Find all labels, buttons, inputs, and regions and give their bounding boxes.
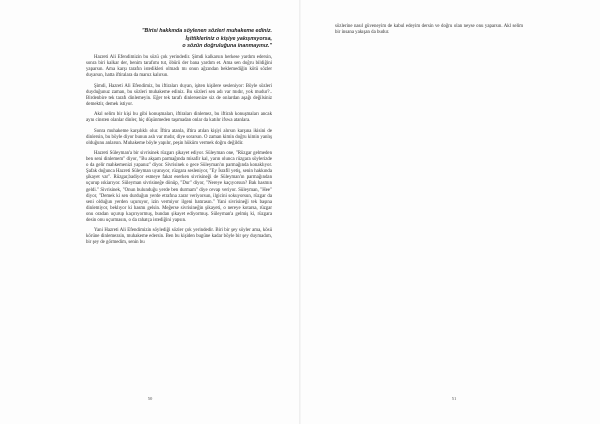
epigraph-line: o sözün doğruluğuna inanmayınız." (182, 43, 272, 50)
paragraph: Hazreti Süleyman'a bir sivrisinek rüzgarı şikayet ediyor. Süleyman one, "Rüzgar gelmeden ben seni dinlemem" diyor, "Bu akşam parmağında misafir kal, yarın olunca rüzgara söylerizde o da gelir mahkemenizi yapanız" diyor. Sivrisinek o gece Süleyman'ın parmağında konaklıyor. Şafak doğunca Hazreti Süleyman uyanıyor, rüzgara sesleniyor, "Ey İsrafil yetiş, senin hakkında şikayet var". Rüzgar,badiyor esmeye fakat eserken sivrisineği de Süleyman'ın parmağından uçurup ıskiarıyor. Süleyman sivrisineğe dönüp, "Dur" diyor, "Nereye kaçıyorsun? Bak hasmın geldi." Sivrisinek, "Onun bulunduğu yerde ben durmam" diye cevap veriyor. Süleyman, "Hee" diyor, "Demek ki sen durduğun yerde etrafına zarar veriyorsun, ilgicini sokuyorsun, rüzgar da seni olduğun yerden uçuruyor, izin vermiyor ilgeni batırasın." Yani sivrisineği tek başına dinlemiyor, beklıyor ki hasmı gelsin. Meğerse sivrisineğin şikayeti, o nereye kotarsa, rüzgar onu oradan uçurup kaçırıyormuş, bundan şikayet ediyormuş. Süleyman'a gelmiş ki, rüzgara desin onu uçurmasın, o da rahatça istediğini yapsın. (86, 150, 272, 223)
paragraph: sözlerine nasıl güveneyim de kabul edeyim dersin ve doğru olan neyse onu yaparsın. Akl selim bir insana yakışan da budur. (335, 24, 523, 36)
epigraph-quote (86, 28, 272, 51)
paragraph: Akıl selim bir kişi bu gibi konuşmaları, iftiraları dinlemez, bu iftirah konuşmaları ancak aynı cinsten olanlar dinler, hiç düşünmeden taşımadan onlar da katılır ifswa atanlara. (86, 112, 272, 124)
epigraph-line: İşittikleriniz o kişiye yakışmıyorsa, (185, 35, 272, 42)
epigraph-line: "Birisi hakkında söylenen sözleri muhakeme ediniz. (142, 28, 272, 34)
paragraph: Sonra muhakeme karşılıklı olur. İftira atanla, iftira atılan kişiyi alırsın karşına ikisini de dinlersin, bu böyle diyor bunun aslı var mıdır, diye sorarsın. O zaman kimin doğru kimin yanlış olduğunu anlarsın. Muhakeme böyle yapılır, peşin hüküm vermek doğru değildir. (86, 128, 272, 146)
page-number: 50 (147, 396, 153, 401)
paragraph: Yani Hazreti Ali Efendimizin söylediği sözler çok yerindedir. Biri bir şey söyler ama, kösü körüne dinlemezsin, muhakeme edersin. Ben bu kişiden bugüne kadar böyle bir şey duymadım, bir şey de görmedim, senin bu (86, 228, 272, 246)
left-body-text (86, 55, 272, 251)
right-body-text (335, 24, 523, 36)
left-page (0, 0, 299, 424)
paragraph: Hazreti Ali Efendimizin bu sözü çok yerindedir. Şimdi kalkarsın herkese yardım edersin, sonra biri kalkar der, benim tarafımı tut, öbürü der bana yardım et. Ama sen doğru bildiğini yaparsın. Ama karşı tarafın istedikleri olmadı mı onun ağzından beklemediğin kötü sözler duyarsın, hatta iftiralara da maruz kalırsın. (86, 55, 272, 79)
page-number: 51 (451, 396, 457, 401)
paragraph: Şimdi, Hazreti Ali Efendimiz, bu iftiraları duyan, işiten kişilere sesleniyor: Böyle sözleri duyduğunuz zaman, bu sözleri muhakeme ediniz. Bu sözleri sen adı var mıdır, yok mudur?.. Birdenbire tek tarafı dinlemeyin. Eğer tek tarafı dinlersenize siz de onlardan aşağı değilsiniz demektir, demek istiyor. (86, 83, 272, 107)
right-page (301, 0, 600, 424)
